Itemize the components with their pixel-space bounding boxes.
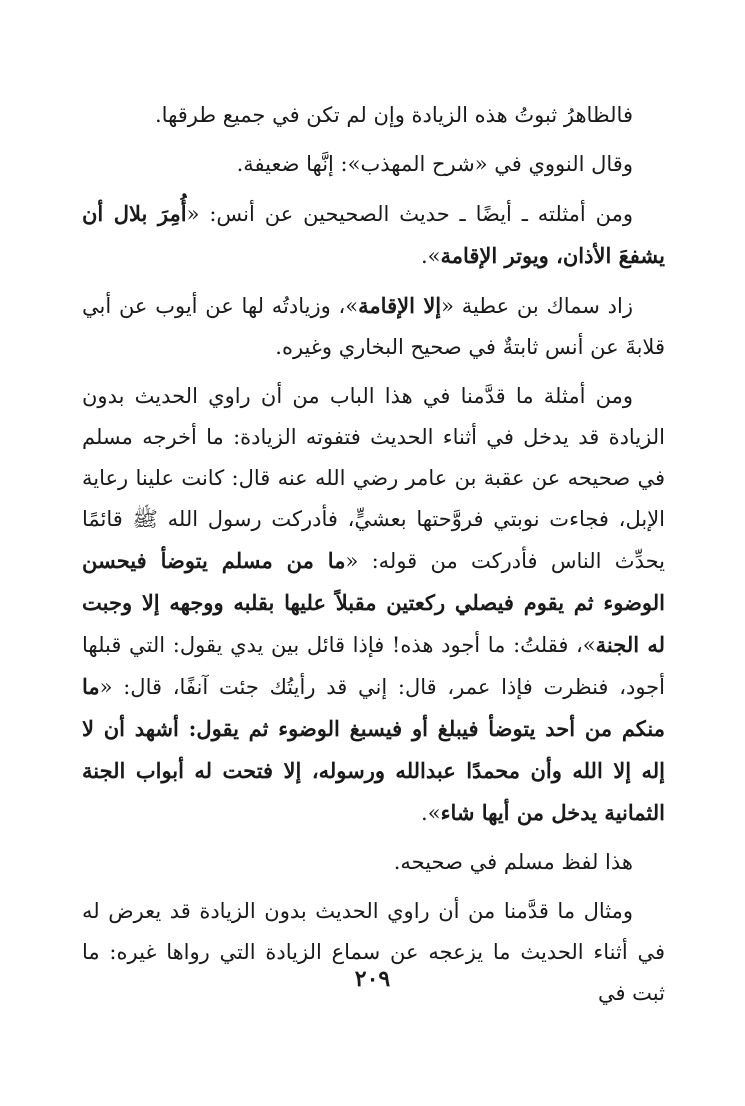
paragraph: فالظاهرُ ثبوتُ هذه الزيادة وإن لم تكن في جميع طرقها. [155,103,633,127]
paragraph: ومثال ما قدَّمنا من أن راوي الحديث بدون الزيادة قد يعرض له في أثناء الحديث ما يزعجه عن سماع الزيادة التي رواها غيره: ما ثبت في [82,899,665,1005]
page-number: ٢٠٩ [354,966,391,992]
paragraph: هذا لفظ مسلم في صحيحه. [393,850,633,874]
hadith-quote: ما من مسلم يتوضأ فيحسن الوضوء ثم يقوم فيصلي ركعتين مقبلاً عليها بقلبه ووجهه إلا وجبت له الجنة [82,548,665,657]
hadith-quote: ما منكم من أحد يتوضأ فيبلغ أو فيسبغ الوضوء ثم يقول: أشهد أن لا إله إلا الله وأن محمدًا عبدالله ورسوله، إلا فتحت له أبواب الجنة الثمانية يدخل من أيها شاء [82,674,665,825]
paragraph: وقال النووي في «شرح المهذب»: إنَّها ضعيفة. [236,152,633,176]
hadith-quote: أُمِرَ بلال أن يشفعَ الأذان، ويوتر الإقامة [82,201,665,268]
page-body [82,95,665,1022]
paragraph: زاد سماك بن عطية «إلا الإقامة»، وزيادتُه لها عن أيوب عن أبي قلابةَ عن أنس ثابتةٌ في صحيح البخاري وغيره. [82,293,665,359]
paragraph: ومن أمثلة ما قدَّمنا في هذا الباب من أن راوي الحديث بدون الزيادة قد يدخل في أثناء الحديث فتفوته الزيادة: ما أخرجه مسلم في صحيحه عن عقبة بن عامر رضي الله عنه قال: كانت علينا رعاية الإبل، فجاءت نوبتي فروَّحتها بعشيٍّ، فأدركت رسول الله ﷺ قائمًا يحدِّث الناس فأدركت من قوله: «ما من مسلم يتوضأ فيحسن الوضوء ثم يقوم فيصلي ركعتين مقبلاً عليها بقلبه ووجهه إلا وجبت له الجنة»، فقلتُ: ما أجود هذه! فإذا قائل بين يدي يقول: التي قبلها أجود، فنظرت فإذا عمر، قال: إني قد رأيتُك جئت آنفًا، قال: «ما منكم من أحد يتوضأ فيبلغ أو فيسبغ الوضوء ثم يقول: أشهد أن لا إله إلا الله وأن محمدًا عبدالله ورسوله، إلا فتحت له أبواب الجنة الثمانية يدخل من أيها شاء». [82,384,665,825]
paragraph: ومن أمثلته ـ أيضًا ـ حديث الصحيحين عن أنس: «أُمِرَ بلال أن يشفعَ الأذان، ويوتر الإقامة». [82,201,665,268]
hadith-quote: إلا الإقامة [358,293,442,318]
